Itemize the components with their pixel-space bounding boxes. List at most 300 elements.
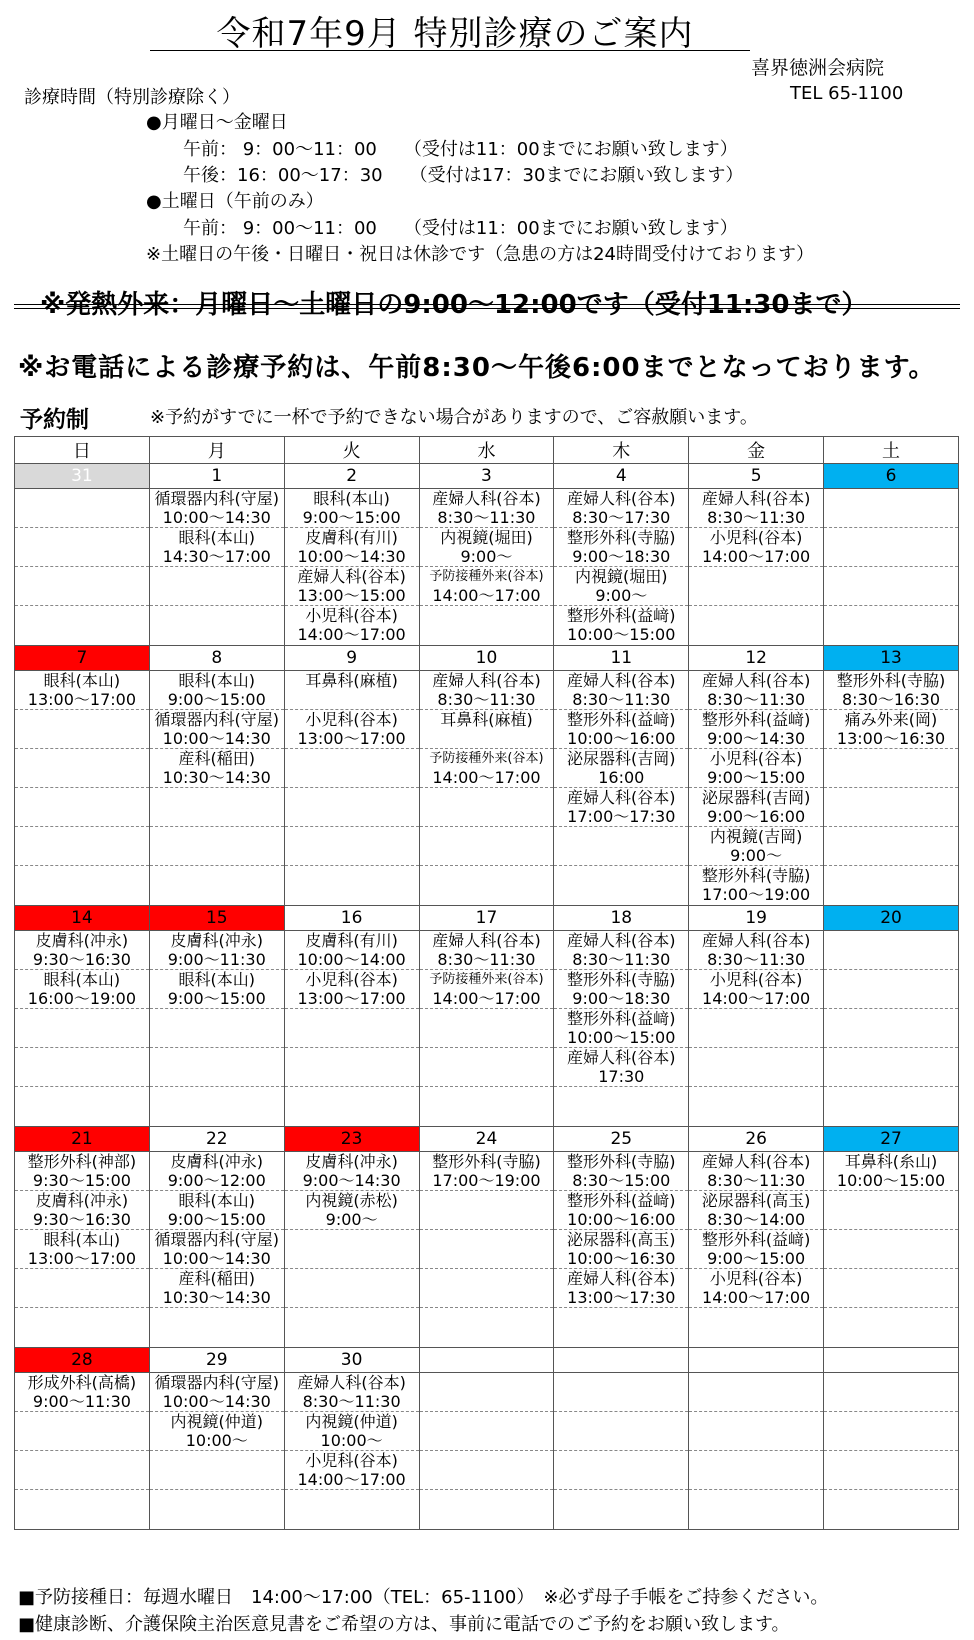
slot-time: 10:00～14:00 [297, 950, 406, 969]
schedule-slot [15, 671, 149, 710]
slot-department: 整形外科(益﨑) [701, 1230, 811, 1249]
schedule-slot [824, 1269, 958, 1308]
slot-department: 産科(稲田) [178, 1269, 256, 1288]
day-number: 12 [689, 646, 824, 671]
slot-department: 耳鼻科(麻植) [305, 671, 398, 690]
schedule-slot [150, 1152, 284, 1191]
hours-weekday-heading: ●月曜日～金曜日 [146, 112, 288, 133]
day-number: 26 [689, 1127, 824, 1152]
schedule-slot [15, 866, 149, 905]
slot-department: 皮膚科(冲永) [35, 931, 129, 950]
day-number: 27 [824, 1127, 959, 1152]
day-cell [824, 931, 959, 1127]
slot-time: 14:00～17:00 [702, 989, 811, 1008]
schedule-slot [420, 1191, 554, 1230]
day-number: 15 [149, 906, 284, 931]
schedule-slot [689, 970, 823, 1009]
day-cell [419, 931, 554, 1127]
slot-department: 耳鼻科(麻植) [440, 710, 533, 729]
slot-time: 14:00～17:00 [432, 768, 541, 787]
schedule-slot [285, 749, 419, 788]
slot-department: 眼科(本山) [313, 489, 390, 508]
slot-department: 内視鏡(仲道) [170, 1412, 264, 1431]
day-cell [689, 931, 824, 1127]
slot-department: 循環器内科(守屋) [154, 710, 280, 729]
schedule-slot [15, 788, 149, 827]
slot-department: 眼科(本山) [178, 1191, 256, 1210]
schedule-slot [15, 1269, 149, 1308]
schedule-slot [15, 1191, 149, 1230]
day-number: 9 [284, 646, 419, 671]
schedule-slot [150, 1087, 284, 1126]
schedule-slot [420, 1152, 554, 1191]
schedule-slot [824, 827, 958, 866]
slot-time: 8:30～11:30 [707, 1171, 806, 1190]
schedule-slot [420, 528, 554, 567]
day-number: 18 [554, 906, 689, 931]
schedule-slot [824, 606, 958, 645]
slot-time: 10:00～14:30 [162, 1249, 271, 1268]
day-cell [15, 931, 150, 1127]
slot-department: 産婦人科(谷本) [567, 931, 676, 950]
hours-closed-note: ※土曜日の午後・日曜日・祝日は休診です（急患の方は24時間受付けております） [146, 244, 814, 265]
schedule-slot [420, 866, 554, 905]
day-cell [149, 1373, 284, 1530]
schedule-slot [554, 788, 688, 827]
slot-time: 10:00～15:00 [567, 1028, 676, 1047]
schedule-slot [15, 1490, 149, 1529]
slot-department: 泌尿器科(吉岡) [567, 749, 676, 768]
slot-department: 小児科(谷本) [709, 1269, 803, 1288]
schedule-slot [15, 1373, 149, 1412]
slot-department: 整形外科(寺脇) [432, 1152, 541, 1171]
schedule-slot [554, 866, 688, 905]
slot-time: 9:00～14:30 [302, 1171, 401, 1190]
schedule-slot [15, 1152, 149, 1191]
slot-department: 耳鼻科(糸山) [844, 1152, 938, 1171]
schedule-slot [150, 970, 284, 1009]
slot-department: 産婦人科(谷本) [567, 1269, 676, 1288]
schedule-slot [824, 1191, 958, 1230]
schedule-slot [285, 1412, 419, 1451]
slot-time: 8:30～17:30 [572, 508, 671, 527]
slot-time: 9:00～14:30 [707, 729, 806, 748]
schedule-slot [689, 788, 823, 827]
slot-time: 8:30～11:30 [572, 950, 671, 969]
slot-department: 形成外科(高橋) [27, 1373, 137, 1392]
slot-department: 泌尿器科(高玉) [701, 1191, 811, 1210]
slot-time: 8:30～14:00 [707, 1210, 806, 1229]
schedule-slot [15, 1009, 149, 1048]
slot-department: 産婦人科(谷本) [701, 489, 811, 508]
schedule-slot [285, 489, 419, 528]
schedule-slot [420, 1451, 554, 1490]
slot-time: 10:00～14:30 [162, 1392, 271, 1411]
day-cell [149, 489, 284, 646]
schedule-slot [554, 1412, 688, 1451]
schedule-slot [420, 1269, 554, 1308]
slot-time: 14:00～17:00 [297, 625, 406, 644]
schedule-slot [824, 1152, 958, 1191]
schedule-slot [420, 827, 554, 866]
week-date-row [15, 464, 959, 489]
slot-time: 9:00～15:00 [302, 508, 401, 527]
schedule-slot [15, 1087, 149, 1126]
slot-time: 16:00～19:00 [27, 989, 137, 1008]
phone-reservation-notice: ※お電話による診療予約は、午前8:30～午後6:00までとなっております。 [18, 353, 936, 383]
schedule-slot [150, 1191, 284, 1230]
slot-time: 9:00～15:00 [707, 1249, 806, 1268]
day-cell [15, 489, 150, 646]
slot-time: 10:30～14:30 [162, 768, 271, 787]
schedule-slot [554, 1009, 688, 1048]
schedule-slot [285, 1373, 419, 1412]
schedule-slot [420, 567, 554, 606]
schedule-slot [420, 710, 554, 749]
slot-time: 8:30～11:30 [572, 690, 671, 709]
schedule-slot [150, 710, 284, 749]
schedule-slot [554, 1451, 688, 1490]
schedule-slot [824, 1087, 958, 1126]
slot-time: 10:00～15:00 [836, 1171, 946, 1190]
schedule-slot [554, 1087, 688, 1126]
week-date-row [15, 906, 959, 931]
slot-time: 9:00～ [730, 846, 783, 865]
slot-department: 整形外科(寺脇) [567, 970, 676, 989]
day-cell [419, 671, 554, 906]
schedule-slot [15, 489, 149, 528]
slot-time: 9:00～16:00 [707, 807, 806, 826]
schedule-slot [554, 1048, 688, 1087]
week-date-row [15, 1127, 959, 1152]
schedule-slot [150, 749, 284, 788]
schedule-slot [689, 1048, 823, 1087]
hours-saturday-heading: ●土曜日（午前のみ） [146, 191, 324, 212]
week-date-row [15, 1348, 959, 1373]
day-number: 25 [554, 1127, 689, 1152]
slot-department: 整形外科(寺脇) [836, 671, 946, 690]
day-cell [149, 1152, 284, 1348]
schedule-slot [824, 749, 958, 788]
day-cell [15, 1152, 150, 1348]
weekday-mon: 月 [149, 437, 284, 464]
calendar-body [15, 464, 959, 1530]
day-number: 21 [15, 1127, 150, 1152]
schedule-slot [150, 1269, 284, 1308]
schedule-slot [150, 1451, 284, 1490]
slot-department: 整形外科(益﨑) [567, 606, 676, 625]
slot-department: 泌尿器科(高玉) [567, 1230, 676, 1249]
schedule-slot [689, 1191, 823, 1230]
slot-department: 痛み外来(岡) [844, 710, 938, 729]
day-number: 17 [419, 906, 554, 931]
slot-department: 眼科(本山) [43, 671, 121, 690]
schedule-slot [285, 567, 419, 606]
schedule-slot [689, 931, 823, 970]
schedule-slot [824, 528, 958, 567]
schedule-slot [420, 749, 554, 788]
slot-time: 9:00～15:00 [167, 1210, 266, 1229]
slot-time: 13:00～17:30 [567, 1288, 676, 1307]
schedule-slot [824, 489, 958, 528]
day-cell [149, 931, 284, 1127]
slot-department: 産科(稲田) [178, 749, 256, 768]
slot-department: 皮膚科(冲永) [35, 1191, 129, 1210]
slot-department: 整形外科(寺脇) [701, 866, 811, 885]
slot-department: 整形外科(益﨑) [567, 1191, 676, 1210]
weekday-sat: 土 [824, 437, 959, 464]
schedule-slot [15, 1451, 149, 1490]
hours-weekday-am: 午前： 9：00～11：00 （受付は11：00までにお願い致します） [183, 139, 738, 160]
schedule-slot [420, 1490, 554, 1529]
day-cell [824, 1373, 959, 1530]
schedule-slot [420, 1373, 554, 1412]
slot-time: 9:00～18:30 [572, 989, 671, 1008]
slot-time: 10:00～14:30 [162, 508, 271, 527]
schedule-slot [150, 827, 284, 866]
divider [14, 308, 960, 309]
schedule-slot [554, 567, 688, 606]
slot-time: 9:00～11:30 [32, 1392, 131, 1411]
schedule-slot [150, 1308, 284, 1347]
schedule-slot [150, 1048, 284, 1087]
slot-department: 小児科(谷本) [305, 710, 398, 729]
slot-time: 10:00～15:00 [567, 625, 676, 644]
slot-department: 産婦人科(谷本) [701, 931, 811, 950]
slot-time: 8:30～16:30 [842, 690, 941, 709]
slot-time: 9:30～16:30 [32, 1210, 131, 1229]
schedule-slot [420, 1009, 554, 1048]
schedule-slot [150, 1009, 284, 1048]
slot-department: 皮膚科(有川) [305, 931, 398, 950]
schedule-slot [689, 1230, 823, 1269]
schedule-slot [689, 567, 823, 606]
day-number: 1 [149, 464, 284, 489]
slot-time: 10:00～16:30 [567, 1249, 676, 1268]
schedule-slot [689, 1269, 823, 1308]
day-number: 8 [149, 646, 284, 671]
slot-department: 小児科(谷本) [709, 970, 803, 989]
day-number: 10 [419, 646, 554, 671]
schedule-slot [554, 931, 688, 970]
schedule-slot [689, 606, 823, 645]
day-number: 13 [824, 646, 959, 671]
slot-time: 9:00～ [460, 547, 513, 566]
slot-department: 産婦人科(谷本) [432, 489, 541, 508]
schedule-slot [824, 710, 958, 749]
schedule-slot [689, 528, 823, 567]
slot-department: 内視鏡(堀田) [575, 567, 668, 586]
schedule-slot [689, 1412, 823, 1451]
slot-time: 10:00～ [320, 1431, 383, 1450]
day-number: 3 [419, 464, 554, 489]
schedule-slot [15, 931, 149, 970]
schedule-slot [15, 827, 149, 866]
slot-time: 9:00～12:00 [167, 1171, 266, 1190]
slot-department: 整形外科(神部) [27, 1152, 137, 1171]
schedule-slot [285, 671, 419, 710]
reservation-note: ※予約がすでに一杯で予約できない場合がありますので、ご容赦願います。 [150, 407, 758, 428]
schedule-slot [554, 970, 688, 1009]
slot-department: 整形外科(益﨑) [567, 1009, 676, 1028]
schedule-slot [554, 710, 688, 749]
slot-time: 14:00～17:00 [702, 1288, 811, 1307]
schedule-slot [689, 749, 823, 788]
schedule-slot [689, 1308, 823, 1347]
schedule-slot [824, 866, 958, 905]
slot-department: 泌尿器科(吉岡) [701, 788, 811, 807]
day-cell [554, 489, 689, 646]
schedule-slot [824, 1308, 958, 1347]
slot-time: 14:30～17:00 [162, 547, 271, 566]
schedule-slot [285, 1269, 419, 1308]
schedule-slot [150, 528, 284, 567]
day-cell [284, 671, 419, 906]
schedule-slot [824, 1490, 958, 1529]
slot-department: 整形外科(寺脇) [567, 1152, 676, 1171]
schedule-slot [285, 1152, 419, 1191]
day-cell [149, 671, 284, 906]
slot-department: 産婦人科(谷本) [567, 671, 676, 690]
slot-time: 17:00～19:00 [702, 885, 811, 904]
schedule-slot [689, 827, 823, 866]
slot-time: 9:00～11:30 [167, 950, 266, 969]
schedule-slot [285, 866, 419, 905]
schedule-slot [285, 1087, 419, 1126]
day-cell [15, 1373, 150, 1530]
slot-time: 9:30～15:00 [32, 1171, 131, 1190]
schedule-slot [824, 1451, 958, 1490]
day-cell [554, 1373, 689, 1530]
slot-department: 産婦人科(谷本) [297, 1373, 406, 1392]
slot-time: 10:00～16:00 [567, 1210, 676, 1229]
schedule-slot [420, 931, 554, 970]
schedule-slot [689, 866, 823, 905]
week-schedule-row [15, 1152, 959, 1348]
schedule-slot [15, 606, 149, 645]
schedule-slot [554, 489, 688, 528]
slot-department: 産婦人科(谷本) [701, 1152, 811, 1171]
day-number: 7 [15, 646, 150, 671]
day-cell [284, 1373, 419, 1530]
schedule-slot [554, 1191, 688, 1230]
slot-department: 皮膚科(冲永) [305, 1152, 398, 1171]
slot-department: 循環器内科(守屋) [154, 489, 280, 508]
hours-label: 診療時間（特別診療除く） [24, 87, 240, 108]
schedule-slot [554, 528, 688, 567]
schedule-slot [824, 1230, 958, 1269]
schedule-slot [689, 1490, 823, 1529]
schedule-slot [689, 1152, 823, 1191]
schedule-slot [689, 1373, 823, 1412]
slot-department: 眼科(本山) [178, 528, 256, 547]
schedule-slot [150, 866, 284, 905]
slot-department: 小児科(谷本) [305, 1451, 398, 1470]
day-cell [824, 489, 959, 646]
day-cell [689, 671, 824, 906]
schedule-slot [824, 1373, 958, 1412]
schedule-slot [150, 788, 284, 827]
schedule-slot [285, 1048, 419, 1087]
slot-department: 整形外科(寺脇) [567, 528, 676, 547]
weekday-fri: 金 [689, 437, 824, 464]
schedule-slot [150, 931, 284, 970]
schedule-slot [285, 1451, 419, 1490]
hours-weekday-pm: 午後：16：00～17：30 （受付は17：30までにお願い致します） [183, 165, 744, 186]
schedule-slot [420, 1087, 554, 1126]
fever-clinic-notice: ※発熱外来：月曜日～土曜日の9:00～12:00です（受付11:30まで） [40, 290, 868, 320]
schedule-slot [15, 1412, 149, 1451]
schedule-slot [285, 1191, 419, 1230]
schedule-slot [420, 788, 554, 827]
slot-time: 8:30～11:30 [707, 690, 806, 709]
slot-time: 14:00～17:00 [432, 586, 541, 605]
schedule-slot [554, 1269, 688, 1308]
schedule-slot [689, 489, 823, 528]
schedule-slot [824, 1412, 958, 1451]
schedule-slot [554, 606, 688, 645]
week-schedule-row [15, 671, 959, 906]
schedule-slot [150, 606, 284, 645]
day-number: 6 [824, 464, 959, 489]
slot-department: 産婦人科(谷本) [297, 567, 406, 586]
slot-time: 14:00～17:00 [702, 547, 811, 566]
slot-department: 小児科(谷本) [709, 528, 803, 547]
schedule-slot [285, 1230, 419, 1269]
day-number: 11 [554, 646, 689, 671]
schedule-slot [15, 528, 149, 567]
schedule-slot [824, 1048, 958, 1087]
weekday-thu: 木 [554, 437, 689, 464]
schedule-slot [554, 827, 688, 866]
slot-department: 予防接種外来(谷本) [429, 751, 544, 766]
slot-time: 10:00～ [185, 1431, 248, 1450]
slot-time: 13:00～15:00 [297, 586, 406, 605]
schedule-slot [824, 671, 958, 710]
schedule-slot [285, 606, 419, 645]
day-number: 23 [284, 1127, 419, 1152]
slot-department: 眼科(本山) [43, 970, 121, 989]
day-number: 24 [419, 1127, 554, 1152]
schedule-slot [824, 567, 958, 606]
slot-time: 16:00 [598, 768, 645, 787]
day-cell [689, 1373, 824, 1530]
slot-time: 8:30～11:30 [437, 950, 536, 969]
slot-time: 10:00～16:00 [567, 729, 676, 748]
slot-time: 14:00～17:00 [297, 1470, 406, 1489]
day-number: 31 [15, 464, 150, 489]
slot-time: 8:30～11:30 [437, 508, 536, 527]
slot-department: 内視鏡(吉岡) [709, 827, 803, 846]
schedule-slot [554, 1373, 688, 1412]
schedule-slot [285, 788, 419, 827]
day-number: 4 [554, 464, 689, 489]
day-number: 2 [284, 464, 419, 489]
schedule-slot [15, 1308, 149, 1347]
slot-department: 予防接種外来(谷本) [429, 972, 544, 987]
schedule-slot [150, 1230, 284, 1269]
slot-department: 内視鏡(仲道) [305, 1412, 398, 1431]
day-cell [419, 1152, 554, 1348]
schedule-slot [554, 749, 688, 788]
schedule-slot [150, 489, 284, 528]
slot-time: 13:00～17:00 [297, 729, 406, 748]
day-number: 20 [824, 906, 959, 931]
day-cell [419, 489, 554, 646]
slot-department: 小児科(谷本) [709, 749, 803, 768]
schedule-slot [824, 788, 958, 827]
slot-time: 17:00～19:00 [432, 1171, 541, 1190]
